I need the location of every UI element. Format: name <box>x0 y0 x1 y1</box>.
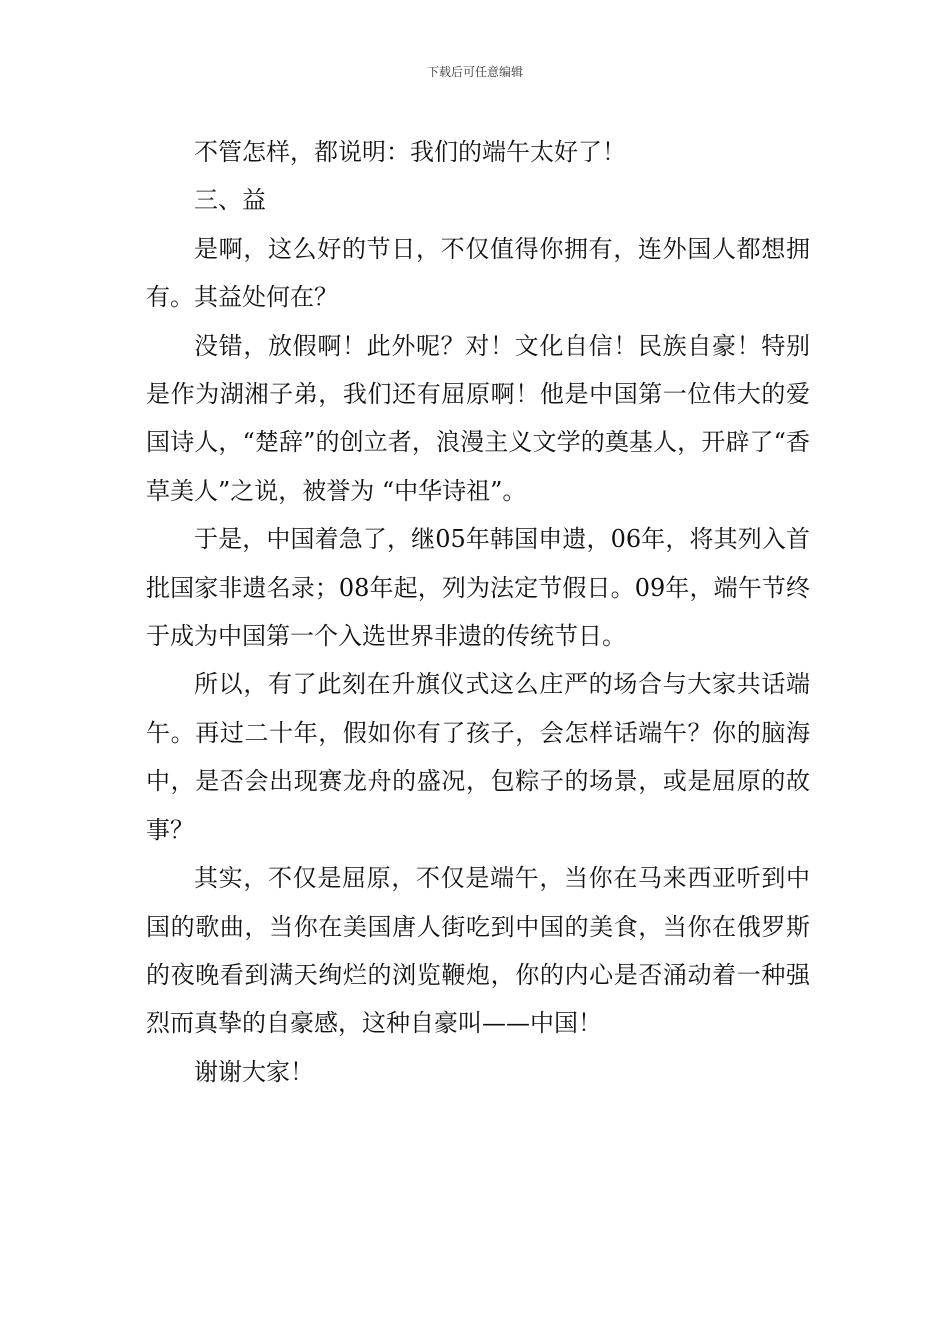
closing-line: 谢谢大家！ <box>194 1057 314 1086</box>
paragraph: 其实，不仅是屈原，不仅是端午，当你在马来西亚听到中国的歌曲，当你在美国唐人街吃到中国的美食，当你在俄罗斯的夜晚看到满天绚烂的浏览鞭炮，你的内心是否涌动着一种强烈而真挚的自豪感，这种自豪叫——中国！ <box>146 864 810 1038</box>
section-heading: 三、益 <box>194 186 266 215</box>
paragraph: 所以，有了此刻在升旗仪式这么庄严的场合与大家共话端午。再过二十年，假如你有了孩子，会怎样话端午？你的脑海中，是否会出现赛龙舟的盛况，包粽子的场景，或是屈原的故事？ <box>146 670 810 844</box>
page-header: 下载后可任意编辑 <box>426 65 523 79</box>
paragraph: 不管怎样，都说明：我们的端午太好了！ <box>194 138 626 166</box>
document-body <box>146 128 810 1096</box>
paragraph: 没错，放假啊！此外呢？对！文化自信！民族自豪！特别是作为湖湘子弟，我们还有屈原啊！他是中国第一位伟大的爱国诗人，“楚辞”的创立者，浪漫主义文学的奠基人，开辟了“香草美人”之说，被誉为 “中华诗祖”。 <box>146 331 810 505</box>
paragraph: 是啊，这么好的节日，不仅值得你拥有，连外国人都想拥有。其益处何在？ <box>146 234 810 312</box>
paragraph: 于是，中国着急了，继05年韩国申遗，06年，将其列入首批国家非遗名录；08年起，列为法定节假日。09年，端午节终于成为中国第一个入选世界非遗的传统节日。 <box>146 525 810 651</box>
